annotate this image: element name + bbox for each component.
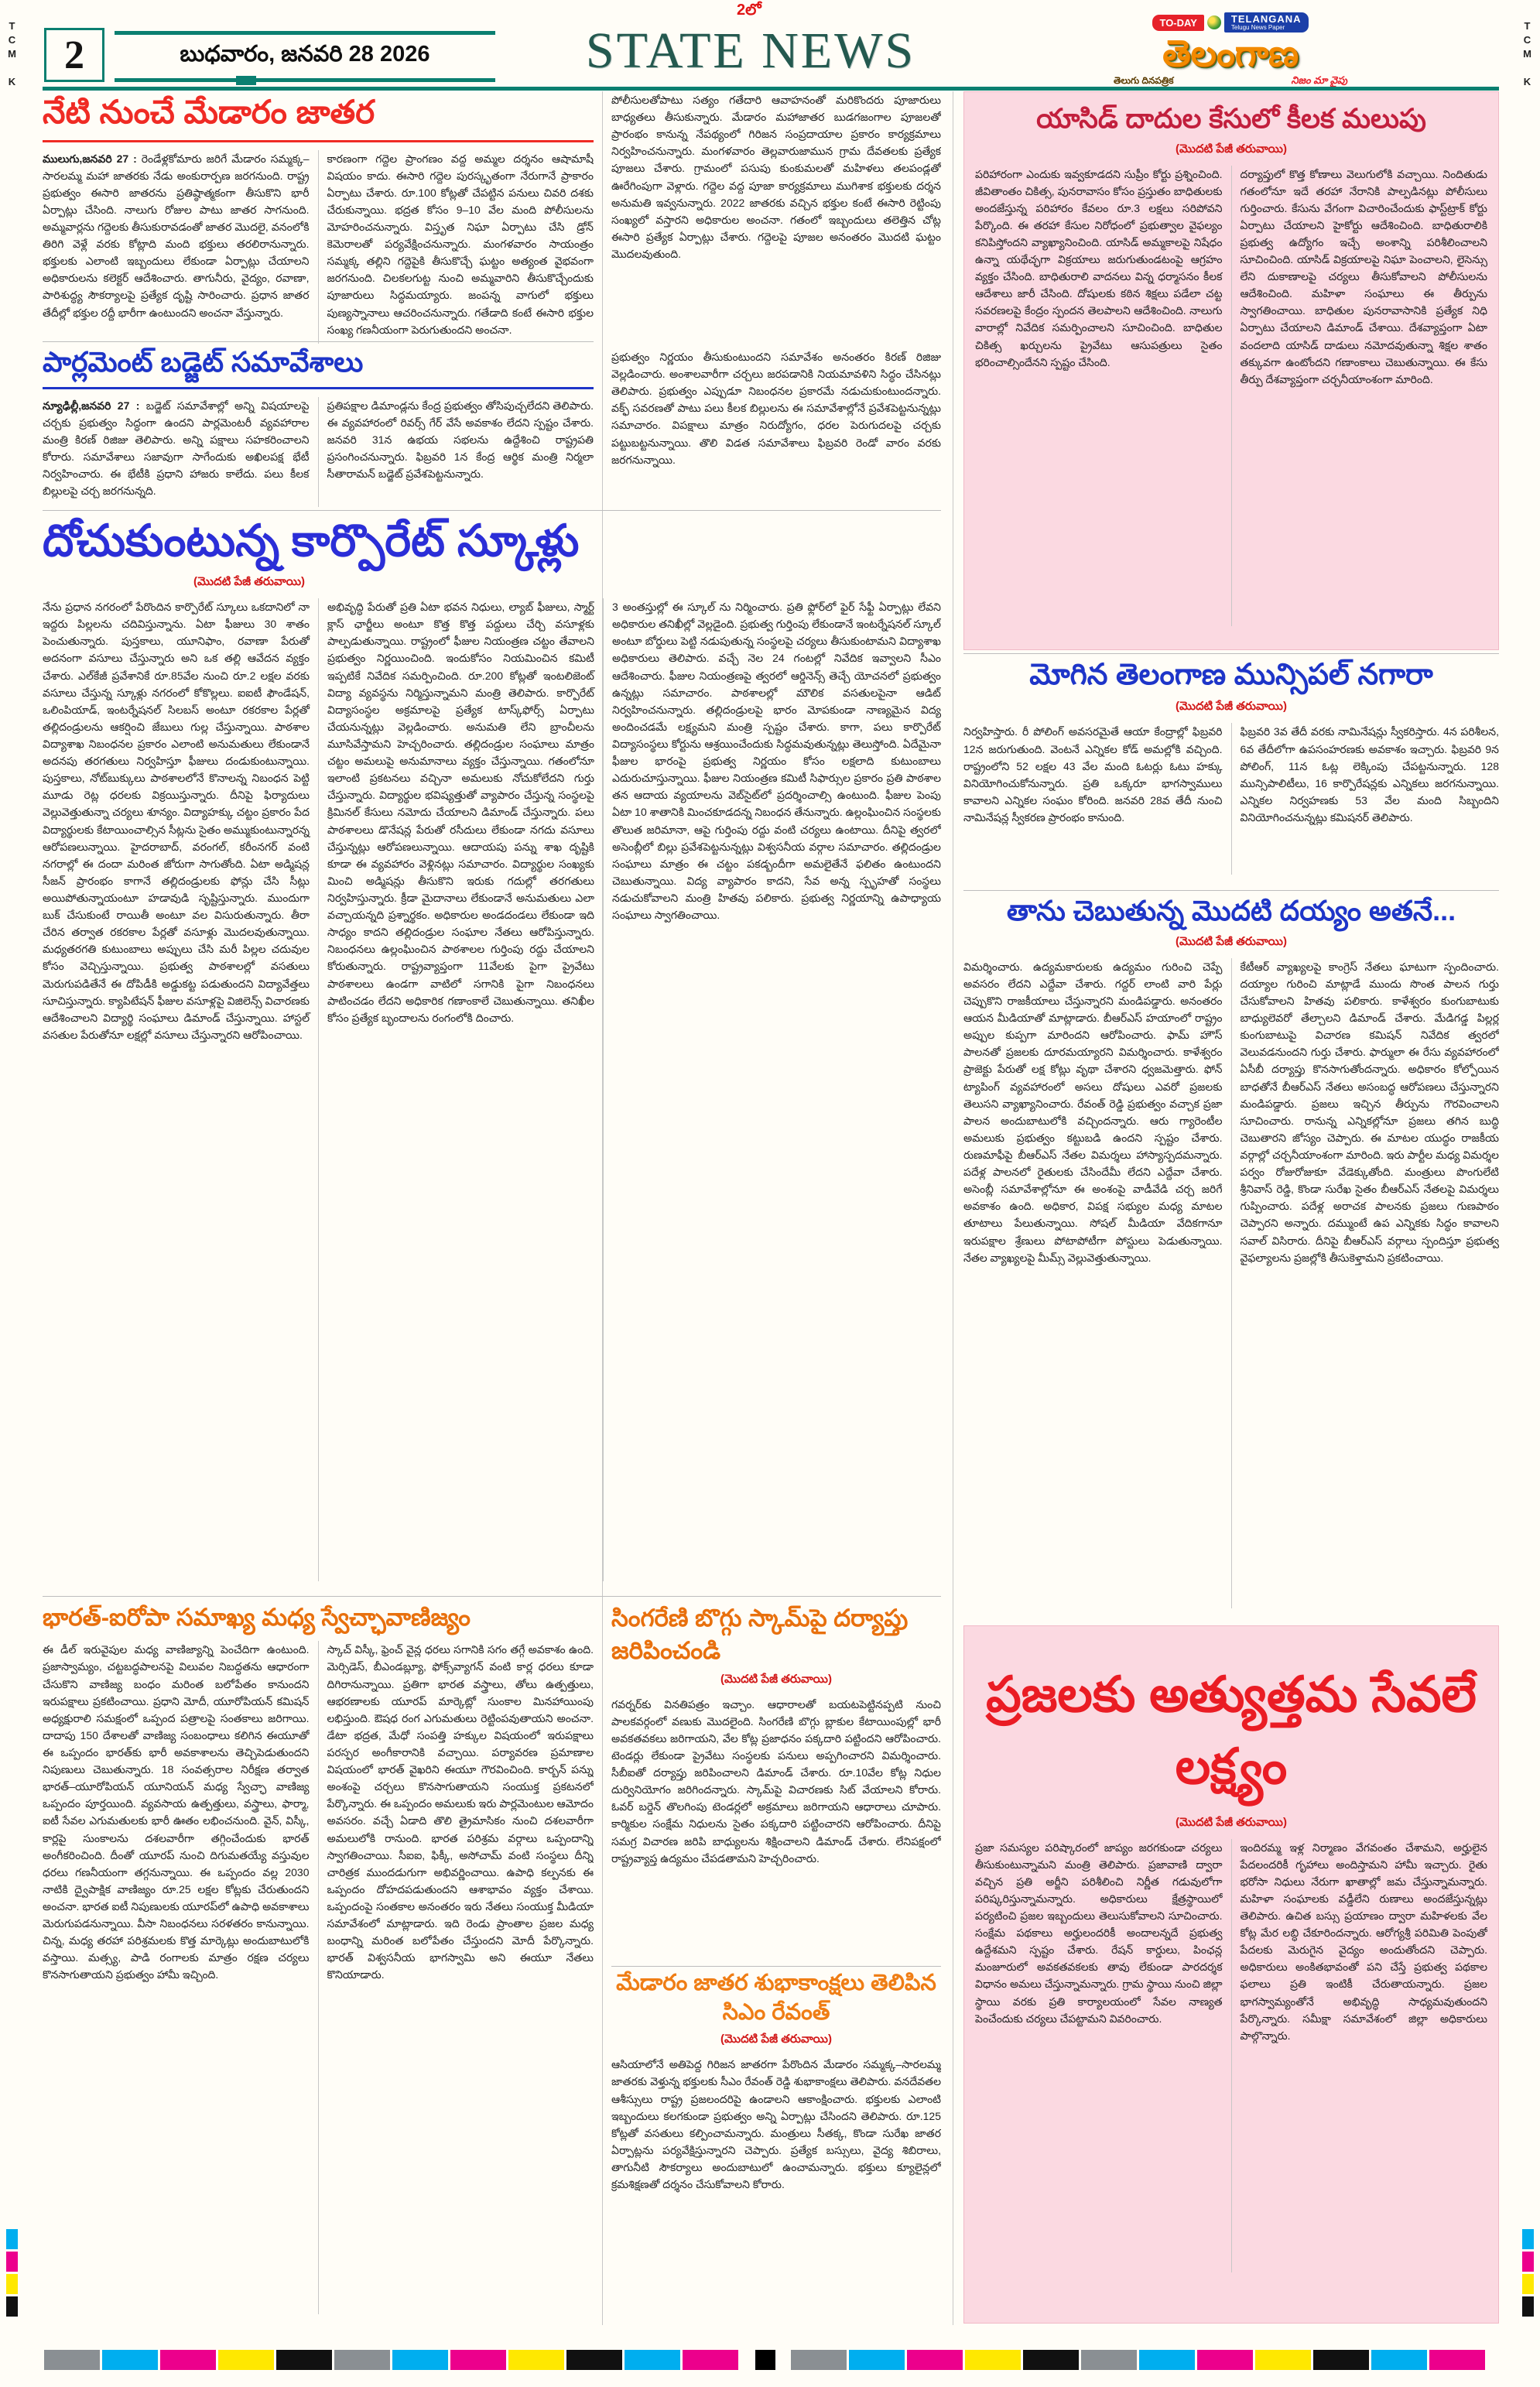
masthead-logo-top <box>1103 12 1358 33</box>
body-text: విమర్శించారు. ఉద్యమకారులకు ఉద్యమం గురించి చెప్పే అవసరం లేదని ఎద్దేవా చేశారు. గద్దర్ లాంటి వారి పేర్లు చెప్పుకొని రాజకీయాలు చేస్తున్నారని మండిపడ్డారు. అనంతరం ఆయన మీడియాతో మాట్లాడారు. బీఆర్ఎస్ హయాంలో రాష్ట్రం అప్పుల కుప్పగా మారిందని ఆరోపించారు. ఫామ్ హౌస్ పాలనతో ప్రజలకు దూరమయ్యారని విమర్శించారు. కాళేశ్వరం ప్రాజెక్టు పేరుతో లక్ష కోట్లు వృథా చేశారని ధ్వజమెత్తారు. ఫోన్ ట్యాపింగ్ వ్యవహారంలో అసలు దోషులు ఎవరో ప్రజలకు తెలుసని వ్యాఖ్యానించారు. రేవంత్ రెడ్డి ప్రభుత్వం వచ్చాక ప్రజా పాలన అందుబాటులోకి వచ్చిందన్నారు. ఆరు గ్యారెంటీల అమలుకు ప్రభుత్వం కట్టుబడి ఉందని స్పష్టం చేశారు. రుణమాఫీపై బీఆర్ఎస్ నేతల విమర్శలు హాస్యాస్పదమన్నారు. పదేళ్ల పాలనలో రైతులకు చేసిందేమీ లేదని ఎద్దేవా చేశారు. అసెంబ్లీ సమావేశాల్లోనూ ఈ అంశంపై వాడీవేడి చర్చ జరిగే అవకాశం ఉంది. అధికార, విపక్ష సభ్యుల మధ్య మాటల తూటాలు పేలుతున్నాయి. సోషల్ మీడియా వేదికగానూ ఇరుపక్షాల శ్రేణులు పోటాపోటీగా పోస్టులు పెడుతున్నాయి. నేతల వ్యాఖ్యలపై మీమ్స్ వెల్లువెత్తుతున్నాయి. <box>963 960 1223 1264</box>
continued-note: (మొదటి పేజీ తరువాయి) <box>1176 1815 1287 1829</box>
article-medaram-jatara <box>43 91 594 341</box>
article-column <box>611 2056 941 2303</box>
article-column <box>611 1696 941 1951</box>
logo-english-sub: Telugu News Paper <box>1230 23 1285 31</box>
logo-english-name: TELANGANA <box>1230 13 1302 25</box>
logo-english-badge <box>1224 12 1309 33</box>
logo-slogan: నిజం మా వైపు <box>1291 74 1347 87</box>
article-column <box>43 598 318 1581</box>
headline-municipal-elections: మోగిన తెలంగాణ మున్సిపల్ నగారా <box>1029 659 1433 691</box>
article-column <box>975 1839 1231 2272</box>
article-separator <box>963 653 1499 654</box>
body-text: ప్రతిపక్షాల డిమాండ్లను కేంద్ర ప్రభుత్వం తోసిపుచ్చలేదని తెలిపారు. ఈ వ్యవహారంలో రివర్స్ గేర్ వేసే అవకాశం లేదని స్పష్టం చేశారు. జనవరి 31న ఉభయ సభలను ఉద్దేశించి రాష్ట్రపతి ప్రసంగించనున్నారు. ఫిబ్రవరి 1న కేంద్ర ఆర్థిక మంత్రి నిర్మలా సీతారామన్ బడ్జెట్ ప్రవేశపెట్టనున్నారు. <box>327 399 594 481</box>
article-separator <box>963 890 1499 891</box>
body-text: ఇందిరమ్మ ఇళ్ల నిర్మాణం వేగవంతం చేశామని, అర్హులైన పేదలందరికీ గృహాలు అందిస్తామని హామీ ఇచ్చారు. రైతు భరోసా నిధులు నేరుగా ఖాతాల్లో జమ చేస్తున్నామన్నారు. మహిళా సంఘాలకు వడ్డీలేని రుణాలు అందజేస్తున్నట్లు తెలిపారు. ఉచిత బస్సు ప్రయాణం ద్వారా మహిళలకు వేల కోట్ల మేర లబ్ధి చేకూరిందన్నారు. ఆరోగ్యశ్రీ పరిమితి పెంపుతో పేదలకు మెరుగైన వైద్యం అందుతోందని చెప్పారు. అధికారులు అంకితభావంతో పని చేస్తే ప్రభుత్వ పథకాల ఫలాలు ప్రతి ఇంటికీ చేరుతాయన్నారు. ప్రజల భాగస్వామ్యంతోనే అభివృద్ధి సాధ్యమవుతుందని పేర్కొన్నారు. సమీక్షా సమావేశంలో జిల్లా అధికారులు పాల్గొన్నారు. <box>1240 1841 1487 2042</box>
article-separator <box>43 510 941 511</box>
body-text: ఈ డీల్ ఇరువైపుల మధ్య వాణిజ్యాన్ని పెంచేదిగా ఉంటుంది. ప్రజాస్వామ్యం, చట్టబద్ధపాలనపై విలువల నిబద్ధతను ఆధారంగా చేసుకొని వాణిజ్య బంధం మరింత బలోపేతం కానుందని ఇరుపక్షాలు ప్రకటించాయి. ప్రధాని మోదీ, యూరోపియన్ కమిషన్ అధ్యక్షురాలి సమక్షంలో ఒప్పంద పత్రాలపై సంతకాలు జరిగాయి. దాదాపు 150 దేశాలతో వాణిజ్య సంబంధాలు కలిగిన ఈయూతో ఈ ఒప్పందం భారత్‌కు భారీ అవకాశాలను తెచ్చిపెడుతుందని నిపుణులు చెబుతున్నారు. 18 సంవత్సరాల నిరీక్షణ తర్వాత భారత్–యూరోపియన్ యూనియన్ మధ్య స్వేచ్ఛా వాణిజ్య ఒప్పందం పూర్తయింది. వ్యవసాయ ఉత్పత్తులు, వస్త్రాలు, ఫార్మా, ఐటీ సేవల ఎగుమతులకు భారీ ఊతం లభించనుంది. వైన్, విస్కీ, కార్లపై సుంకాలను దశలవారీగా తగ్గించేందుకు భారత్ అంగీకరించింది. దీంతో యూరప్ నుంచి దిగుమతయ్యే వస్తువుల ధరలు గణనీయంగా తగ్గనున్నాయి. ఈ ఒప్పందం వల్ల 2030 నాటికి ద్వైపాక్షిక వాణిజ్యం రూ.25 లక్షల కోట్లకు చేరుతుందని అంచనా. భారత ఐటీ నిపుణులకు యూరప్‌లో ఉపాధి అవకాశాలు మెరుగుపడనున్నాయి. వీసా నిబంధనలు సరళతరం కానున్నాయి. చిన్న, మధ్య తరహా పరిశ్రమలకు కొత్త మార్కెట్లు అందుబాటులోకి వస్తాయి. మత్స్య, పాడి రంగాలకు మాత్రం రక్షణ చర్యలు కొనసాగుతాయని ప్రభుత్వం హామీ ఇచ్చింది. <box>43 1643 310 1981</box>
body-text: ప్రజా సమస్యల పరిష్కారంలో జాప్యం జరగకుండా చర్యలు తీసుకుంటున్నామని మంత్రి తెలిపారు. ప్రజావాణి ద్వారా వచ్చిన ప్రతి అర్జీని పరిశీలించి నిర్ణీత గడువులోగా పరిష్కరిస్తున్నామన్నారు. అధికారులు క్షేత్రస్థాయిలో పర్యటించి ప్రజల ఇబ్బందులు తెలుసుకోవాలని సూచించారు. సంక్షేమ పథకాలు అర్హులందరికీ అందాలన్నదే ప్రభుత్వ ఉద్దేశమని స్పష్టం చేశారు. రేషన్ కార్డులు, పింఛన్ల మంజూరులో అవకతవకలకు తావు లేకుండా పారదర్శక విధానం అమలు చేస్తున్నామన్నారు. గ్రామ స్థాయి నుంచి జిల్లా స్థాయి వరకు ప్రతి కార్యాలయంలో సేవల నాణ్యత పెంచేందుకు చర్యలు చేపట్టామని వివరించారు. <box>975 1841 1223 2025</box>
date-bar-notch <box>236 76 256 85</box>
article-column <box>1231 958 1500 1608</box>
body-text: గవర్నర్‌కు వినతిపత్రం ఇచ్చాం. ఆధారాలతో బయటపెట్టినప్పటి నుంచి పాలకవర్గంలో వణుకు మొదలైంది. సింగరేణి బొగ్గు బ్లాకుల కేటాయింపుల్లో భారీ అవకతవకలు జరిగాయని, వేల కోట్ల ప్రజాధనం పక్కదారి పట్టిందని ఆరోపించారు. టెండర్లు లేకుండా ప్రైవేటు సంస్థలకు పనులు అప్పగించారని విమర్శించారు. సీబీఐతో దర్యాప్తు జరిపించాలని డిమాండ్ చేశారు. రూ.10వేల కోట్ల నిధుల దుర్వినియోగం జరిగిందన్నారు. స్కామ్‌పై విచారణకు సిట్ వేయాలని కోరారు. ఓవర్ బర్డెన్ తొలగింపు టెండర్లలో అక్రమాలు జరిగాయని ఆధారాలు చూపారు. కార్మికుల సంక్షేమ నిధులను సైతం పక్కదారి పట్టించారని ఆరోపించారు. దీనిపై సమగ్ర విచారణ జరిపి బాధ్యులను శిక్షించాలని డిమాండ్ చేశారు. లేనిపక్షంలో రాష్ట్రవ్యాప్త ఉద్యమం చేపడతామని హెచ్చరించారు. <box>611 1697 941 1865</box>
body-text: పరిహారంగా ఎందుకు ఇవ్వకూడదని సుప్రీం కోర్టు ప్రశ్నించింది. జీవితాంతం చికిత్స, పునరావాసం కోసం ప్రస్తుతం బాధితులకు అందజేస్తున్న పరిహారం కేవలం రూ.3 లక్షలు సరిపోవని పేర్కొంది. ఈ తరహా కేసుల నిరోధంలో ప్రభుత్వాల వైఫల్యం కనిపిస్తోందని వ్యాఖ్యానించింది. యాసిడ్ అమ్మకాలపై నిషేధం ఉన్నా యథేచ్ఛగా విక్రయాలు జరుగుతుండటంపై ఆగ్రహం వ్యక్తం చేసింది. బాధితురాలి వాదనలు విన్న ధర్మాసనం కీలక ఆదేశాలు జారీ చేసింది. దోషులకు కఠిన శిక్షలు పడేలా చట్ట సవరణలపై కేంద్రం స్పందన తెలపాలని ఆదేశించింది. నాలుగు వారాల్లో నివేదిక సమర్పించాలని సూచించింది. బాధితుల చికిత్స ఖర్చులను ప్రైవేటు ఆసుపత్రులు సైతం భరించాల్సిందేనని స్పష్టం చేసింది. <box>975 167 1223 368</box>
logo-today-badge: TO-DAY <box>1152 15 1203 31</box>
article-column <box>1231 1839 1488 2272</box>
headline-underline <box>43 140 594 142</box>
article-column <box>43 150 318 344</box>
continued-note: (మొదటి పేజీ తరువాయి) <box>193 575 305 589</box>
headline-singareni-scam: సింగరేణి బొగ్గు స్కామ్‌పై దర్యాప్తు జరిపించండి <box>611 1604 909 1664</box>
body-text: స్కాచ్ విస్కీ, ఫ్రెంచ్ వైన్ల ధరలు సగానికి సగం తగ్గే అవకాశం ఉంది. మెర్సిడెస్, బీఎండబ్ల్యూ, ఫోక్స్‌వ్యాగన్ వంటి కార్ల ధరలు కూడా దిగిరానున్నాయి. ప్రతిగా భారత వస్త్రాలు, తోలు ఉత్పత్తులు, ఆభరణాలకు యూరప్ మార్కెట్లో సుంకాల మినహాయింపు లభిస్తుంది. ఔషధ రంగ ఎగుమతులు రెట్టింపవుతాయని అంచనా. డేటా భద్రత, మేధో సంపత్తి హక్కుల విషయంలో ఇరుపక్షాలు పరస్పర అంగీకారానికి వచ్చాయి. పర్యావరణ ప్రమాణాల విషయంలో భారత్ వైఖరిని ఈయూ గౌరవించింది. కార్బన్ పన్ను అంశంపై చర్చలు కొనసాగుతాయని సంయుక్త ప్రకటనలో పేర్కొన్నారు. ఈ ఒప్పందం అమలుకు ఇరు పార్లమెంటుల ఆమోదం అవసరం. వచ్చే ఏడాది తొలి త్రైమాసికం నుంచి దశలవారీగా అమలులోకి రానుంది. భారత పరిశ్రమ వర్గాలు ఒప్పందాన్ని స్వాగతించాయి. సీఐఐ, ఫిక్కీ, అసోచామ్ వంటి సంస్థలు దీన్ని చారిత్రక ముందడుగుగా అభివర్ణించాయి. ఉపాధి కల్పనకు ఈ ఒప్పందం దోహదపడుతుందని ఆశాభావం వ్యక్తం చేశాయి. ఒప్పందంపై సంతకాల అనంతరం ఇరు నేతలు సంయుక్త మీడియా సమావేశంలో మాట్లాడారు. ఇది రెండు ప్రాంతాల ప్రజల మధ్య బంధాన్ని మరింత బలోపేతం చేస్తుందని మోదీ పేర్కొన్నారు. భారత్ విశ్వసనీయ భాగస్వామి అని ఈయూ నేతలు కొనియాడారు. <box>327 1643 594 1981</box>
article-column <box>318 397 594 507</box>
article-column <box>318 150 594 344</box>
body-text: ఫిబ్రవరి 3వ తేదీ వరకు నామినేషన్లు స్వీకరిస్తారు. 4న పరిశీలన, 6వ తేదీలోగా ఉపసంహరణకు అవకాశం ఇచ్చారు. ఫిబ్రవరి 9న పోలింగ్, 11న ఓట్ల లెక్కింపు చేపట్టనున్నారు. 128 మున్సిపాలిటీలు, 16 కార్పొరేషన్లకు ఎన్నికలు జరగనున్నాయి. ఎన్నికల నిర్వహణకు 53 వేల మంది సిబ్బందిని వినియోగించనున్నట్లు కమిషనర్ తెలిపారు. <box>1240 725 1499 824</box>
article-municipal-elections <box>963 656 1499 889</box>
article-column <box>975 166 1231 626</box>
section-title: STATE NEWS <box>585 22 916 79</box>
registration-colorbar-right <box>791 2350 1485 2370</box>
headline-best-services: ప్రజలకు అత్యుత్తమ సేవలే లక్ష్యం <box>986 1666 1477 1794</box>
article-column <box>1231 723 1500 875</box>
headline-india-eu-trade: భారత్-ఐరోపా సమాఖ్య మధ్య స్వేచ్ఛావాణిజ్యం <box>43 1604 471 1631</box>
article-column <box>318 1641 594 2314</box>
header-rule <box>43 87 1499 91</box>
article-column <box>963 958 1231 1608</box>
article-first-ghost <box>963 893 1499 1621</box>
headline-medaram-jatara: నేటి నుంచే మేడారం జాతర <box>43 94 375 130</box>
article-column <box>963 723 1231 875</box>
body-text: పోలీసులతోపాటు సత్యం గతేదారి ఆవాహనంతో మరికొందరు పూజారులు బాధ్యతలు తీసుకున్నారు. మేడారం మహాజాతర బుడగజంగాల పూజలతో ప్రారంభం కానున్న నేపథ్యంలో గిరిజన సంప్రదాయాల ప్రకారం కార్యక్రమాలు నిర్వహించనున్నారు. మంగళవారం తెల్లవారుజామున గ్రామ దేవతలకు ప్రత్యేక పూజలు చేశారు. గ్రామంలో పసుపు కుంకుమలతో మహిళలు తలపండ్లతో ఊరేగింపుగా వెళ్లారు. గద్దెల వద్ద పూజా కార్యక్రమాలు ముగిశాక భక్తులకు దర్శన అనుమతి ఇవ్వనున్నారు. 2022 జాతరకు వచ్చిన భక్తుల కంటే ఈసారి రెట్టింపు సంఖ్యలో వస్తారని అధికారుల అంచనా. గతంలో ఇబ్బందులు తలెత్తిన చోట్ల ఈసారి ప్రత్యేక ఏర్పాట్లు చేశారు. గద్దెలపై పూజల అనంతరం మొదటి ఘట్టం మొదలవుతుంది. <box>611 94 941 260</box>
continued-note: (మొదటి పేజీ తరువాయి) <box>720 1672 832 1686</box>
headline-underline <box>43 387 594 389</box>
headline-first-ghost: తాను చెబుతున్న మొదటి దయ్యం అతనే... <box>1006 895 1456 926</box>
headline-cm-medaram-wishes: మేడారం జాతర శుభాకాంక్షలు తెలిపిన సిఎం రేవంత్ <box>616 1971 936 2025</box>
body-text: ప్రభుత్వం నిర్ణయం తీసుకుంటుందని సమావేశం అనంతరం కిరణ్ రిజిజు వెల్లడించారు. అంశాలవారీగా చర్చలు జరపడానికి నియమావళిని సిద్ధం చేసినట్లు తెలిపారు. ప్రభుత్వం ఎప్పుడూ నిబంధనల ప్రకారమే నడుచుకుంటుందన్నారు. వక్ఫ్ సవరణతో పాటు పలు కీలక బిల్లులను ఈ సమావేశాల్లోనే ప్రవేశపెట్టనున్నట్లు సమాచారం. విపక్షాలు మాత్రం నిరుద్యోగం, ధరల పెరుగుదలపై చర్చకు పట్టుబట్టనున్నాయి. తొలి విడత సమావేశాలు ఫిబ్రవరి రెండో వారం వరకు జరగనున్నాయి. <box>611 351 941 466</box>
article-separator <box>611 1966 941 1967</box>
registration-mark-top-left: TCM K <box>6 20 18 90</box>
body-text: రెండేళ్లకోమారు జరిగే మేడారం సమ్మక్క–సారలమ్మ మహా జాతరకు నేడు అంకురార్పణ జరగనుంది. రాష్ట్ర ప్రభుత్వం ఈసారి జాతరను ప్రతిష్ఠాత్మకంగా తీసుకొని భారీ ఏర్పాట్లు చేసింది. నాలుగు రోజుల పాటు జాతర సాగనుంది. అమ్మవార్లను గద్దెలకు తీసుకురావడంతో జాతర మొదలై, వనంలోకి తిరిగి వెళ్లే వరకు కోట్లాది మంది భక్తులు తరలిరానున్నారు. భక్తులకు ఎలాంటి ఇబ్బందులు లేకుండా ఏర్పాట్లు చేయాలని అధికారులను కలెక్టర్ ఆదేశించారు. తాగునీరు, వైద్యం, రవాణా, పారిశుద్ధ్య సౌకర్యాలపై ప్రత్యేక దృష్టి సారించారు. ప్రధాన జాతర తేదీల్లో భక్తుల రద్దీ భారీగా ఉంటుందని అంచనా వేస్తున్నారు. <box>43 152 310 319</box>
continuation-column <box>611 91 941 509</box>
logo-paper-type: తెలుగు దినపత్రిక <box>1114 75 1174 87</box>
continued-note: (మొదటి పేజీ తరువాయి) <box>720 2033 832 2046</box>
registration-mark-top-right: TCM K <box>1521 20 1533 90</box>
registration-colorstrip-right <box>1522 2229 1534 2317</box>
masthead-logo <box>1103 12 1358 89</box>
continued-note: (మొదటి పేజీ తరువాయి) <box>1176 700 1287 714</box>
body-text: బడ్జెట్ సమావేశాల్లో అన్ని విషయాలపై చర్చకు ప్రభుత్వం సిద్ధంగా ఉందని పార్లమెంటరీ వ్యవహారాల మంత్రి కిరణ్ రిజిజు తెలిపారు. అన్ని పక్షాలు సహకరించాలని కోరారు. సమావేశాలు సజావుగా సాగేందుకు అఖిలపక్ష భేటీ నిర్వహించారు. ఈ భేటీకి ప్రధాని హాజరు కాలేదు. పలు కీలక బిల్లులపై చర్చ జరగనున్నది. <box>43 399 310 498</box>
article-india-eu-trade <box>43 1602 594 2326</box>
logo-telugu-name: తెలంగాణ <box>1162 33 1299 74</box>
headline-acid-case: యాసిడ్ దాదుల కేసులో కీలక మలుపు <box>1036 104 1426 134</box>
article-cm-medaram-wishes <box>611 1969 941 2325</box>
continued-note: (మొదటి పేజీ తరువాయి) <box>1176 934 1287 948</box>
body-text: నేను ప్రధాన నగరంలో పేరొందిన కార్పొరేట్ స్కూలు ఒకదానిలో నా ఇద్దరు పిల్లలను చదివిస్తున్నాను. ఏటా ఫీజులు 30 శాతం పెంచుతున్నారు. పుస్తకాలు, యూనిఫాం, రవాణా పేరుతో అదనంగా వసూలు చేస్తున్నారు అని ఒక తల్లి ఆవేదన వ్యక్తం చేశారు. ఎల్‌కేజీ ప్రవేశానికే రూ.85వేల నుంచి రూ.2 లక్షల వరకు వసూలు చేస్తున్న స్కూళ్లు నగరంలో కోకొల్లలు. ఐఐటీ ఫౌండేషన్, ఒలింపియాడ్, ఇంటర్నేషనల్ సిలబస్ అంటూ రకరకాల పేర్లతో తల్లిదండ్రులను ఆకర్షించి జేబులు గుల్ల చేస్తున్నాయి. పాఠశాల విద్యాశాఖ నిబంధనల ప్రకారం ఎలాంటి అనుమతులు లేకుండానే అదనపు తరగతులు నిర్వహిస్తూ ఫీజులు దండుకుంటున్నాయి. పుస్తకాలు, నోట్‌బుక్కులు పాఠశాలలోనే కొనాలన్న నిబంధన పెట్టి మూడు రెట్ల ధరలకు విక్రయిస్తున్నారు. దీనిపై ఫిర్యాదులు వెల్లువెత్తుతున్నా చర్యలు శూన్యం. విద్యాహక్కు చట్టం ప్రకారం పేద విద్యార్థులకు కేటాయించాల్సిన సీట్లను సైతం అమ్ముకుంటున్నారన్న ఆరోపణలున్నాయి. హైదరాబాద్, వరంగల్, కరీంనగర్ వంటి నగరాల్లో ఈ దందా మరింత జోరుగా సాగుతోంది. ఏటా అడ్మిషన్ల సీజన్ ప్రారంభం కాగానే తల్లిదండ్రులకు ఫోన్లు చేసి సీట్లు అయిపోతున్నాయంటూ హడావుడి సృష్టిస్తున్నారు. ముందుగా బుక్ చేసుకుంటే రాయితీ అంటూ వల విసురుతున్నారు. తీరా చేరిన తర్వాత రకరకాల పేర్లతో వసూళ్లు మొదలవుతున్నాయి. మధ్యతరగతి కుటుంబాలు అప్పులు చేసి మరీ పిల్లల చదువుల కోసం వెచ్చిస్తున్నాయి. ప్రభుత్వ పాఠశాలల్లో వసతులు మెరుగుపడితేనే ఈ దోపిడీకి అడ్డుకట్ట పడుతుందని విద్యావేత్తలు సూచిస్తున్నారు. క్యాపిటేషన్ ఫీజుల వసూళ్లపై విజిలెన్స్ విచారణకు ఆదేశించాలని విద్యార్థి సంఘాలు డిమాండ్ చేస్తున్నాయి. హాస్టల్ వసతుల పేరుతోనూ లక్షల్లో వసూలు చేస్తున్నారని ఆరోపించాయి. <box>43 601 310 1041</box>
article-best-services <box>963 1625 1499 2324</box>
registration-colorstrip-left <box>6 2229 18 2317</box>
body-text: నిర్వహిస్తారు. రీ పోలింగ్ అవసరమైతే ఆయా కేంద్రాల్లో ఫిబ్రవరి 12న జరుగుతుంది. వెంటనే ఎన్నికల కోడ్ అమల్లోకి వచ్చింది. రాష్ట్రంలోని 52 లక్షల 43 వేల మంది ఓటర్లు ఓటు హక్కు వినియోగించుకోనున్నారు. ప్రతి ఒక్కరూ భాగస్వాములు కావాలని ఎన్నికల సంఘం కోరింది. జనవరి 28వ తేదీ నుంచి నామినేషన్ల స్వీకరణ ప్రారంభం కానుంది. <box>963 725 1223 824</box>
article-column <box>318 598 603 1581</box>
body-text: కారణంగా గద్దెల ప్రాంగణం వద్ద అమ్మల దర్శనం ఆషామాషీ విషయం కాదు. ఈసారి గద్దెల పురస్కృతంగా నేరుగానే ప్రాకారం ఏర్పాటు చేశారు. రూ.100 కోట్లతో చేపట్టిన పనులు చివరి దశకు చేరుకున్నాయి. భద్రత కోసం 9–10 వేల మంది పోలీసులను మోహరించనున్నారు. విస్తృత నిఘా ఏర్పాటు చేసి డ్రోన్ కెమెరాలతో పర్యవేక్షించనున్నారు. మంగళవారం సాయంత్రం సమ్మక్క తల్లిని గద్దెపైకి తీసుకొచ్చే ఘట్టం అత్యంత వైభవంగా జరగనుంది. చిలకలగుట్ట నుంచి అమ్మవారిని తీసుకొచ్చేందుకు పూజారులు సిద్ధమయ్యారు. జంపన్న వాగులో భక్తులు పుణ్యస్నానాలు ఆచరించనున్నారు. గతేడాది కంటే ఈసారి భక్తుల సంఖ్య గణనీయంగా పెరుగుతుందని అంచనా. <box>327 152 594 336</box>
page-number: 2 <box>44 28 104 82</box>
date-line: బుధవారం, జనవరి 28 2026 <box>115 31 495 82</box>
headline-parliament-budget: పార్లమెంట్ బడ్జెట్ సమావేశాలు <box>43 346 364 378</box>
article-separator <box>43 1596 941 1597</box>
article-parliament-budget <box>43 344 594 509</box>
body-text: కేటీఆర్ వ్యాఖ్యలపై కాంగ్రెస్ నేతలు ఘాటుగా స్పందించారు. దయ్యాల గురించి మాట్లాడే ముందు సొంత పాలన గుర్తు చేసుకోవాలని హితవు పలికారు. కాళేశ్వరం కుంగుబాటుకు బాధ్యులెవరో తేల్చాలని డిమాండ్ చేశారు. మేడిగడ్డ పిల్లర్ల కుంగుబాటుపై విచారణ కమిషన్ నివేదిక త్వరలో వెలువడనుందని గుర్తు చేశారు. ఫార్ములా ఈ రేసు వ్యవహారంలో ఏసీబీ దర్యాప్తు కొనసాగుతోందన్నారు. అధికారం కోల్పోయిన బాధతోనే బీఆర్ఎస్ నేతలు అసంబద్ధ ఆరోపణలు చేస్తున్నారని మండిపడ్డారు. ప్రజలు ఇచ్చిన తీర్పును గౌరవించాలని సూచించారు. రానున్న ఎన్నికల్లోనూ ప్రజలు తగిన బుద్ధి చెబుతారని జోస్యం చెప్పారు. ఈ మాటల యుద్ధం రాజకీయ వర్గాల్లో చర్చనీయాంశంగా మారింది. ఇరు పార్టీల మధ్య విమర్శల పర్వం రోజురోజుకూ వేడెక్కుతోంది. మంత్రులు పొంగులేటి శ్రీనివాస్ రెడ్డి, కొండా సురేఖ సైతం బీఆర్ఎస్ నేతలపై విమర్శలు గుప్పించారు. పదేళ్ల అరాచక పాలనకు ప్రజలు గుణపాఠం చెప్పారని అన్నారు. దమ్ముంటే ఉప ఎన్నికకు సిద్ధం కావాలని సవాల్ విసిరారు. దీనిపై బీఆర్ఎస్ వర్గాలు స్పందిస్తూ ప్రభుత్వ వైఫల్యాలను ప్రజల్లోకి తీసుకెళ్తామని ప్రకటించాయి. <box>1240 960 1499 1264</box>
registration-colorbar-left <box>44 2350 738 2370</box>
continued-note: (మొదటి పేజీ తరువాయి) <box>1176 142 1287 156</box>
article-column <box>43 1641 318 2314</box>
article-column <box>603 598 941 1581</box>
body-text: దర్యాప్తులో కొత్త కోణాలు వెలుగులోకి వచ్చాయి. నిందితుడు గతంలోనూ ఇదే తరహా నేరానికి పాల్పడినట్లు పోలీసులు గుర్తించారు. కేసును వేగంగా విచారించేందుకు ఫాస్ట్‌ట్రాక్ కోర్టు ఏర్పాటు చేయాలని హైకోర్టు ఆదేశించింది. బాధితురాలికి ప్రభుత్వ ఉద్యోగం ఇచ్చే అంశాన్ని పరిశీలించాలని సూచించింది. యాసిడ్ విక్రయాలపై నిఘా పెంచాలని, లైసెన్సు లేని దుకాణాలపై చర్యలు తీసుకోవాలని పోలీసులను ఆదేశించింది. మహిళా సంఘాలు ఈ తీర్పును స్వాగతించాయి. బాధితుల పునరావాసానికి ప్రత్యేక నిధి ఏర్పాటు చేయాలని డిమాండ్ చేశాయి. దేశవ్యాప్తంగా ఏటా వందలాది యాసిడ్ దాడులు నమోదవుతున్నా శిక్షల శాతం తక్కువగా ఉంటోందని గణాంకాలు చెబుతున్నాయి. ఈ కేసు తీర్పు దేశవ్యాప్తంగా చర్చనీయాంశంగా మారింది. <box>1240 167 1487 385</box>
article-acid-case <box>963 91 1499 650</box>
body-text: ఆసియాలోనే అతిపెద్ద గిరిజన జాతరగా పేరొందిన మేడారం సమ్మక్క–సారలమ్మ జాతరకు వెళ్తున్న భక్తులకు సీఎం రేవంత్ రెడ్డి శుభాకాంక్షలు తెలిపారు. వనదేవతల ఆశీస్సులు రాష్ట్ర ప్రజలందరిపై ఉండాలని ఆకాంక్షించారు. భక్తులకు ఎలాంటి ఇబ్బందులు కలగకుండా ప్రభుత్వం అన్ని ఏర్పాట్లు చేసిందని తెలిపారు. రూ.125 కోట్లతో వసతులు కల్పించామన్నారు. మంత్రులు సీతక్క, కొండా సురేఖ జాతర ఏర్పాట్లను పర్యవేక్షిస్తున్నారని చెప్పారు. ప్రత్యేక బస్సులు, వైద్య శిబిరాలు, తాగునీటి సౌకర్యాలు అందుబాటులో ఉంచామన్నారు. భక్తులు క్యూలైన్లలో క్రమశిక్షణతో దర్శనం చేసుకోవాలని కోరారు. <box>611 2058 941 2191</box>
headline-corporate-schools: దోచుకుంటున్న కార్పొరేట్ స్కూళ్లు <box>43 516 580 566</box>
article-corporate-schools <box>43 512 941 1592</box>
parliament-continuation <box>611 348 941 509</box>
registration-center-square <box>755 2350 775 2370</box>
medaram-continuation <box>611 91 941 341</box>
body-text: 3 అంతస్తుల్లో ఈ స్కూల్ ను నిర్మించారు. ప్రతి ఫ్లోర్‌లో ఫైర్ సేఫ్టీ ఏర్పాట్లు లేవని అధికారుల తనిఖీల్లో వెల్లడైంది. ప్రభుత్వ గుర్తింపు లేకుండానే ఇంటర్నేషనల్ స్కూల్ అంటూ బోర్డులు పెట్టి నడుపుతున్న సంస్థలపై చర్యలు తీసుకుంటామని విద్యాశాఖ అధికారులు తెలిపారు. వచ్చే నెల 24 గంటల్లో నివేదిక ఇవ్వాలని సీఎం ఆదేశించారు. ఫీజుల నియంత్రణపై త్వరలో ఆర్డినెన్స్ తెచ్చే యోచనలో ప్రభుత్వం ఉన్నట్లు సమాచారం. పాఠశాలల్లో మౌలిక వసతులపైనా ఆడిట్ నిర్వహించనున్నారు. తల్లిదండ్రులపై భారం మోపకుండా నాణ్యమైన విద్య అందించడమే లక్ష్యమని మంత్రి స్పష్టం చేశారు. కాగా, పలు కార్పొరేట్ విద్యాసంస్థలు కోర్టును ఆశ్రయించేందుకు సిద్ధమవుతున్నట్లు తెలుస్తోంది. ఏదేమైనా ఫీజుల భారంపై ప్రభుత్వ నిర్ణయం కోసం లక్షలాది కుటుంబాలు ఎదురుచూస్తున్నాయి. ఫీజుల నియంత్రణ కమిటీ సిఫార్సుల ప్రకారం ప్రతి పాఠశాల తన ఆదాయ వ్యయాలను వెబ్‌సైట్‌లో ప్రదర్శించాల్సి ఉంటుంది. ఫీజుల పెంపు ఏటా 10 శాతానికి మించకూడదన్న నిబంధన తేనున్నారు. ఉల్లంఘించిన సంస్థలకు తొలుత జరిమానా, ఆపై గుర్తింపు రద్దు వంటి చర్యలు ఉంటాయి. దీనిపై త్వరలో అసెంబ్లీలో బిల్లు ప్రవేశపెట్టనున్నట్లు విశ్వసనీయ వర్గాల సమాచారం. తల్లిదండ్రుల సంఘాలు మాత్రం ఈ చట్టం పకడ్బందీగా అమలైతేనే ఫలితం ఉంటుందని చెబుతున్నాయి. విద్య వ్యాపారం కాదని, సేవ అన్న స్పృహతో సంస్థలు నడుచుకోవాలని మంత్రి హితవు పలికారు. ప్రభుత్వ నిర్ణయాన్ని ఉపాధ్యాయ సంఘాలు స్వాగతించాయి. <box>612 601 941 922</box>
article-column <box>43 397 318 507</box>
article-singareni-scam <box>611 1602 941 1964</box>
page-top-mark: 2లో <box>737 2 761 19</box>
dateline: న్యూఢిల్లీ,జనవరి 27 : <box>43 399 140 412</box>
article-column <box>1231 166 1488 626</box>
logo-globe-icon <box>1207 15 1221 29</box>
body-text: అభివృద్ధి పేరుతో ప్రతి ఏటా భవన నిధులు, ల్యాబ్ ఫీజులు, స్మార్ట్ క్లాస్ ఛార్జీలు అంటూ కొత్త కొత్త పద్దులు చేర్చి వసూళ్లకు పాల్పడుతున్నాయి. రాష్ట్రంలో ఫీజుల నియంత్రణ చట్టం తేవాలని ప్రభుత్వం నిర్ణయించింది. ఇందుకోసం నియమించిన కమిటీ ఇప్పటికే నివేదిక సమర్పించింది. రూ.200 కోట్లతో ఇంటలిజెంట్ విద్యా వ్యవస్థను నిర్మిస్తున్నామని మంత్రి తెలిపారు. కార్పొరేట్ విద్యాసంస్థల అక్రమాలపై ప్రత్యేక టాస్క్‌ఫోర్స్ ఏర్పాటు చేయనున్నట్లు వెల్లడించారు. అనుమతి లేని బ్రాంచీలను మూసివేస్తామని హెచ్చరించారు. తల్లిదండ్రుల సంఘాలు మాత్రం చట్టం అమలుపై అనుమానాలు వ్యక్తం చేస్తున్నాయి. గతంలోనూ ఇలాంటి ప్రకటనలు వచ్చినా అమలుకు నోచుకోలేదని గుర్తు చేస్తున్నారు. విద్యార్థుల భవిష్యత్తుతో వ్యాపారం చేస్తున్న సంస్థలపై క్రిమినల్ కేసులు నమోదు చేయాలని డిమాండ్ చేస్తున్నారు. పలు పాఠశాలలు డొనేషన్ల పేరుతో రసీదులు లేకుండా నగదు వసూలు చేస్తున్నట్లు ఆరోపణలున్నాయి. ఆదాయపు పన్ను శాఖ దృష్టికి కూడా ఈ వ్యవహారం వెళ్లినట్లు సమాచారం. విద్యార్థుల సంఖ్యకు మించి అడ్మిషన్లు తీసుకొని ఇరుకు గదుల్లో తరగతులు నిర్వహిస్తున్నారు. క్రీడా మైదానాలు లేకుండానే అనుమతులు ఎలా వచ్చాయన్నది ప్రశ్నార్థకం. అధికారుల అండదండలు లేకుండా ఇది సాధ్యం కాదని తల్లిదండ్రుల సంఘాల నేతలు ఆరోపిస్తున్నారు. నిబంధనలు ఉల్లంఘించిన పాఠశాలల గుర్తింపు రద్దు చేయాలని కోరుతున్నారు. రాష్ట్రవ్యాప్తంగా 11వేలకు పైగా ప్రైవేటు పాఠశాలలు ఉండగా వాటిలో సగానికి పైగా నిబంధనలు పాటించడం లేదని అధికారిక గణాంకాలే చెబుతున్నాయి. తనిఖీల కోసం ప్రత్యేక బృందాలను రంగంలోకి దించారు. <box>327 601 594 1024</box>
dateline: ములుగు,జనవరి 27 : <box>43 152 137 165</box>
